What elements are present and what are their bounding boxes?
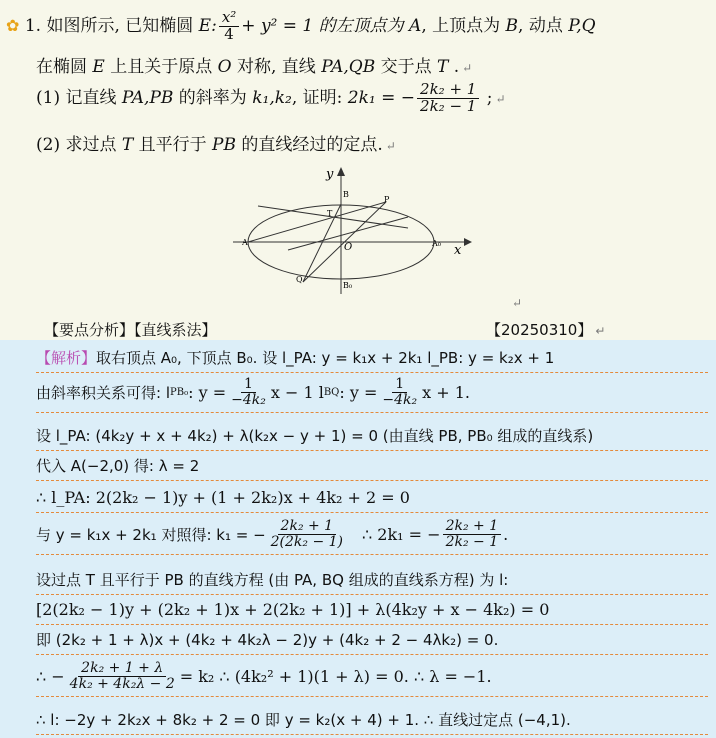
problem-part-1: (1) 记直线 PA,PB 的斜率为 k₁,k₂, 证明: 2k₁ = − $\frac{\text{2k₂ + 1}}{\text{2k₂ − 1}}$ ; ↵ (36, 80, 506, 115)
solution-row-1: 【解析】 取右顶点 A₀, 下顶点 B₀. 设 l_PA: y = k₁x + 2k₁ l_PB: y = k₂x + 1 (36, 342, 708, 373)
ellipse-figure (228, 162, 478, 302)
problem-line-1: ✿ 1. 如图所示, 已知椭圆 E: $\frac{\text{x²}}{4}$ + y² = 1 的左顶点为 A, 上顶点为 B, 动点 P,Q (6, 8, 596, 43)
problem-line-2: 在椭圆 E 上且关于原点 O 对称, 直线 PA,QB 交于点 T . ↵ (36, 57, 473, 77)
solution-row-5: ∴ l_PA: 2(2k₂ − 1)y + (1 + 2k₂)x + 4k₂ + 2 = 0 (36, 482, 708, 513)
solution-label: 【解析】 (36, 348, 97, 367)
section-title: 【要点分析】【直线系法】 (44, 321, 217, 339)
solution-row-10: ∴ − $\frac{\text{2k₂ + 1 + λ}}{\text{4k₂ + 4k₂λ − 2}}$ = k₂ ∴ (4k₂² + 1)(1 + λ) = 0. ∴ λ = −1. (36, 656, 708, 697)
solution-row-7: 设过点 T 且平行于 PB 的直线方程 (由 PA, BQ 组成的直线系方程) 为 l: (36, 564, 708, 595)
label-P: P (384, 195, 390, 204)
section-code: 【20250310】 ↵ (486, 321, 606, 339)
label-T: T (327, 209, 333, 218)
solution-row-3: 设 l_PA: (4k₂y + x + 4k₂) + λ(k₂x − y + 1) = 0 (由直线 PB, PB₀ 组成的直线系) (36, 420, 708, 451)
solution-row-2: 由斜率积关系可得: l PB₀ : y = $\frac{1}{\text{−4k₂}}$ x − 1 l BQ : y = $\frac{1}{\text{−4k₂}}$ x + 1. (36, 372, 708, 413)
label-O: O (344, 242, 353, 253)
solution-row-6: 与 y = k₁x + 2k₁ 对照得: k₁ = − $\frac{\text{2k₂ + 1}}{\text{2(2k₂ − 1)}}$ ∴ 2k₁ = − $\frac{\text{2k₂ + 1}}{\text{2k₂ − 1}}$ . (36, 514, 708, 555)
label-A: A (242, 238, 248, 247)
y-axis-label: y (326, 167, 334, 182)
solution-row-4: 代入 A(−2,0) 得: λ = 2 (36, 450, 708, 481)
solution-row-11: ∴ l: −2y + 2k₂x + 8k₂ + 2 = 0 即 y = k₂(x + 4) + 1. ∴ 直线过定点 (−4,1). (36, 704, 708, 735)
label-Q: Q (296, 275, 303, 284)
solution-row-8: [2(2k₂ − 1)y + (2k₂ + 1)x + 2(2k₂ + 1)] + λ(4k₂y + x − 4k₂) = 0 (36, 594, 708, 625)
label-B0: B₀ (343, 281, 353, 290)
solution-row-9: 即 (2k₂ + 1 + λ)x + (4k₂ + 4k₂λ − 2)y + (4k₂ + 2 − 4λk₂) = 0. (36, 624, 708, 655)
x-axis-label: x (454, 243, 462, 258)
star-icon: ✿ (6, 15, 20, 35)
problem-part-2: (2) 求过点 T 且平行于 PB 的直线经过的定点. ↵ (36, 135, 396, 155)
ellipse-fraction: $\frac{\text{x²}}{4}$ (219, 10, 239, 43)
label-B: B (343, 190, 349, 199)
label-A0: A₀ (432, 239, 441, 248)
